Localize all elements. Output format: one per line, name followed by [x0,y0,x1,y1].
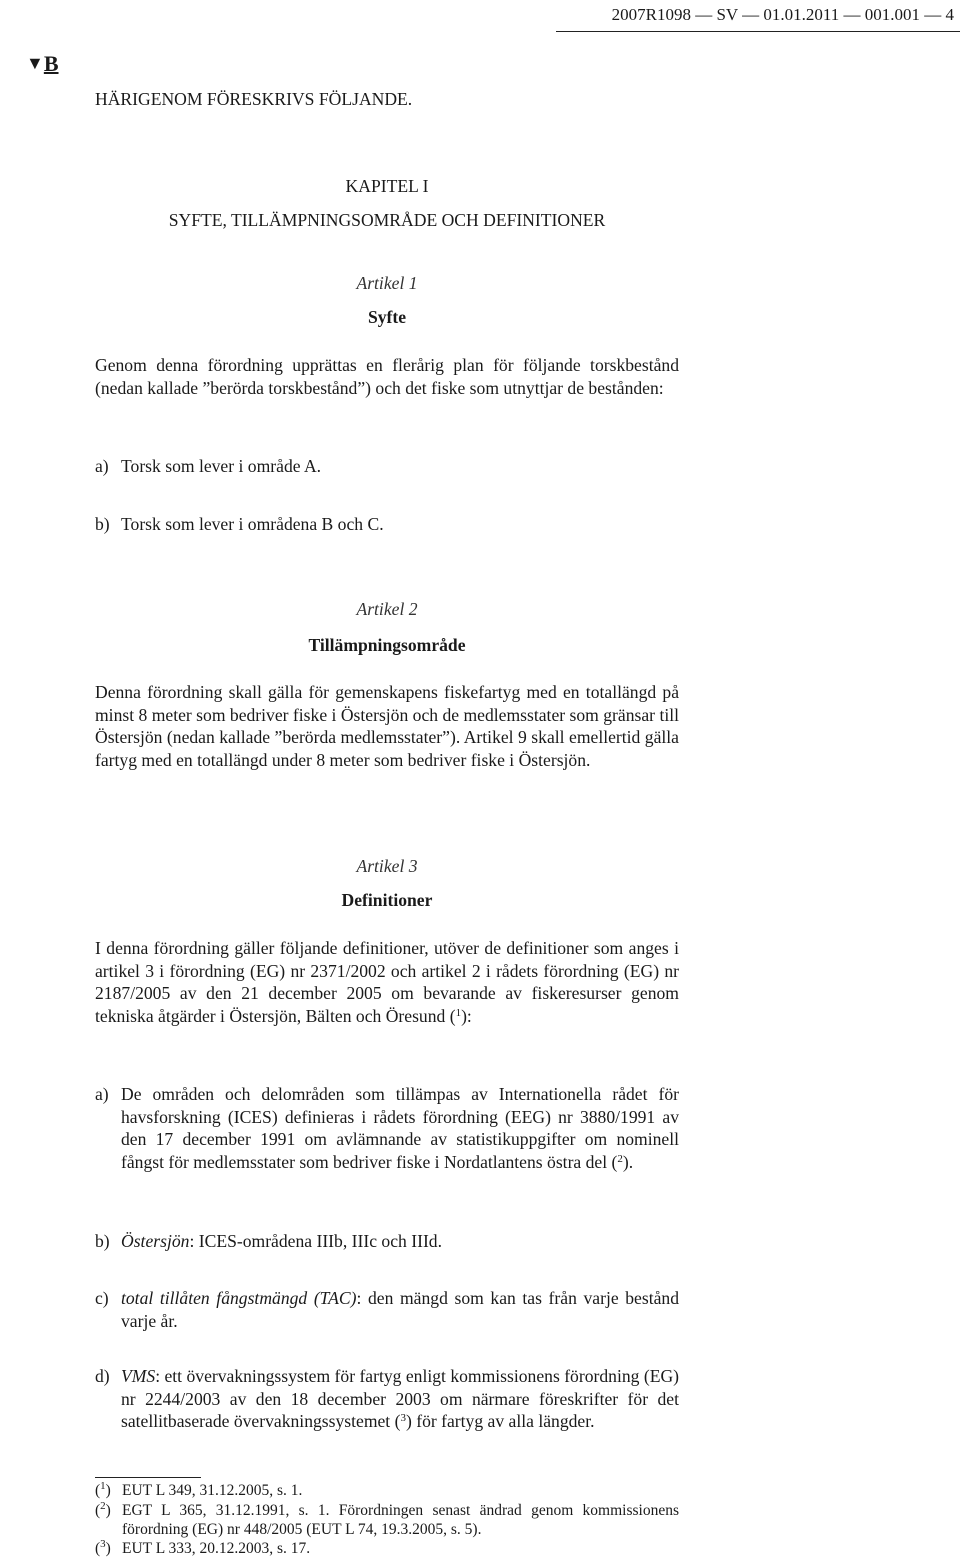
definition-item [95,1230,679,1253]
footnote-number: ($^1$) [95,1480,111,1499]
footnote [95,1482,679,1501]
list-item-label: a) [95,456,109,476]
down-triangle-icon: ▼ [26,53,44,73]
definition-end: ) för fartyg av alla längder. [405,1411,595,1431]
definition-body: : ICES-områdena IIIb, IIIc och IIId. [189,1231,442,1251]
article-3-intro [95,937,679,1027]
footnote-number: ($^3$) [95,1538,111,1557]
article-3-intro-text: I denna förordning gäller följande definitioner, utöver de definitioner som anges i artikel 3 i förordning (EG) nr 2371/2002 och artikel 2 i rådets förordning (EG) nr 2187/2005 av den 21 december 2005 om bevarande av fiskeresurser genom tekniska åtgärder i Östersjön, Bälten och Öresund ( [95,938,679,1026]
definition-label: a) [95,1084,109,1104]
footnote-ref: 3 [400,1412,406,1424]
footnote-ref: 1 [455,1006,462,1019]
definition-term: Östersjön [121,1231,190,1251]
footnote-text: EGT L 365, 31.12.1991, s. 1. Förordningen senast ändrad genom kommissionens förordning (EG) nr 448/2005 (EUT L 74, 19.3.2005, s. 5). [122,1502,679,1538]
article-1-label: Artikel 1 [356,273,418,293]
amendment-marker [26,50,59,77]
preamble: HÄRIGENOM FÖRESKRIVS FÖLJANDE. [95,89,413,109]
footnote [95,1502,679,1539]
definition-body: : den mängd som kan tas från varje bestånd varje år. [121,1288,679,1331]
article-1-title: Syfte [367,307,407,327]
list-item-text: Torsk som lever i områdena B och C. [121,514,384,534]
footnote-divider [95,1477,201,1478]
chapter-title: SYFTE, TILLÄMPNINGSOMRÅDE OCH DEFINITIONER [168,210,606,230]
article-3-label: Artikel 3 [356,856,418,876]
footnote-number: ($^2$) [95,1500,111,1519]
definition-term: total tillåten fångstmängd (TAC) [121,1288,357,1308]
footnote-text: EUT L 333, 20.12.2003, s. 17. [122,1540,311,1557]
article-2-label: Artikel 2 [356,599,418,619]
list-item [95,513,679,536]
footnote-ref: 2 [617,1152,623,1165]
article-3-intro-end: ): [461,1005,472,1026]
definition-term: VMS [121,1366,156,1386]
definition-text [121,1287,679,1332]
definition-item [95,1287,679,1332]
footnote [95,1540,679,1559]
definition-text [121,1230,679,1253]
list-item [95,455,679,478]
definition-item [95,1083,679,1173]
article-3-title: Definitioner [341,890,433,910]
article-1-text: Genom denna förordning upprättas en flerårig plan för följande torskbestånd (nedan kallade ”berörda torskbestånd”) och det fiske som utnyttjar de bestånden: [95,355,679,398]
article-2-title: Tillämpningsområde [308,635,466,655]
list-item-label: b) [95,514,110,534]
footnote-text: EUT L 349, 31.12.2005, s. 1. [122,1482,303,1499]
article-2-text: Denna förordning skall gälla för gemenskapens fiskefartyg med en totallängd på minst 8 meter som bedriver fiske i Östersjön och de medlemsstater som gränsar till Östersjön (nedan kallade ”berörda medlemsstater”). Artikel 9 skall emellertid gälla fartyg med en totallängd under 8 meter som bedriver fiske i Östersjön. [95,682,679,770]
definition-body: : ett övervakningssystem för fartyg enligt kommissionens förordning (EG) nr 2244/2003 av den 18 december 2003 om närmare föreskrifter för det satellitbaserade övervakningssystemet ( [121,1366,680,1431]
definition-body: De områden och delområden som tillämpas av Internationella rådet för havsforskning (ICES) definieras i rådets förordning (EEG) nr 3880/1991 av den 17 december 1991 om avlämnande av statistikuppgifter om nominell fångst för medlemsstater som bedriver fiske i Nordatlantens östra del ( [121,1084,679,1172]
definition-label: b) [95,1231,110,1251]
marker-label: B [43,51,59,76]
definition-end: ). [622,1151,634,1172]
definition-text [121,1083,679,1173]
list-item-text: Torsk som lever i område A. [121,456,322,476]
chapter-label: KAPITEL I [345,176,429,196]
definition-item [95,1365,679,1433]
definition-label: c) [95,1288,109,1308]
page-header: 2007R1098 — SV — 01.01.2011 — 001.001 — 4 [556,2,960,32]
definition-label: d) [95,1366,110,1386]
definition-text [121,1365,679,1433]
